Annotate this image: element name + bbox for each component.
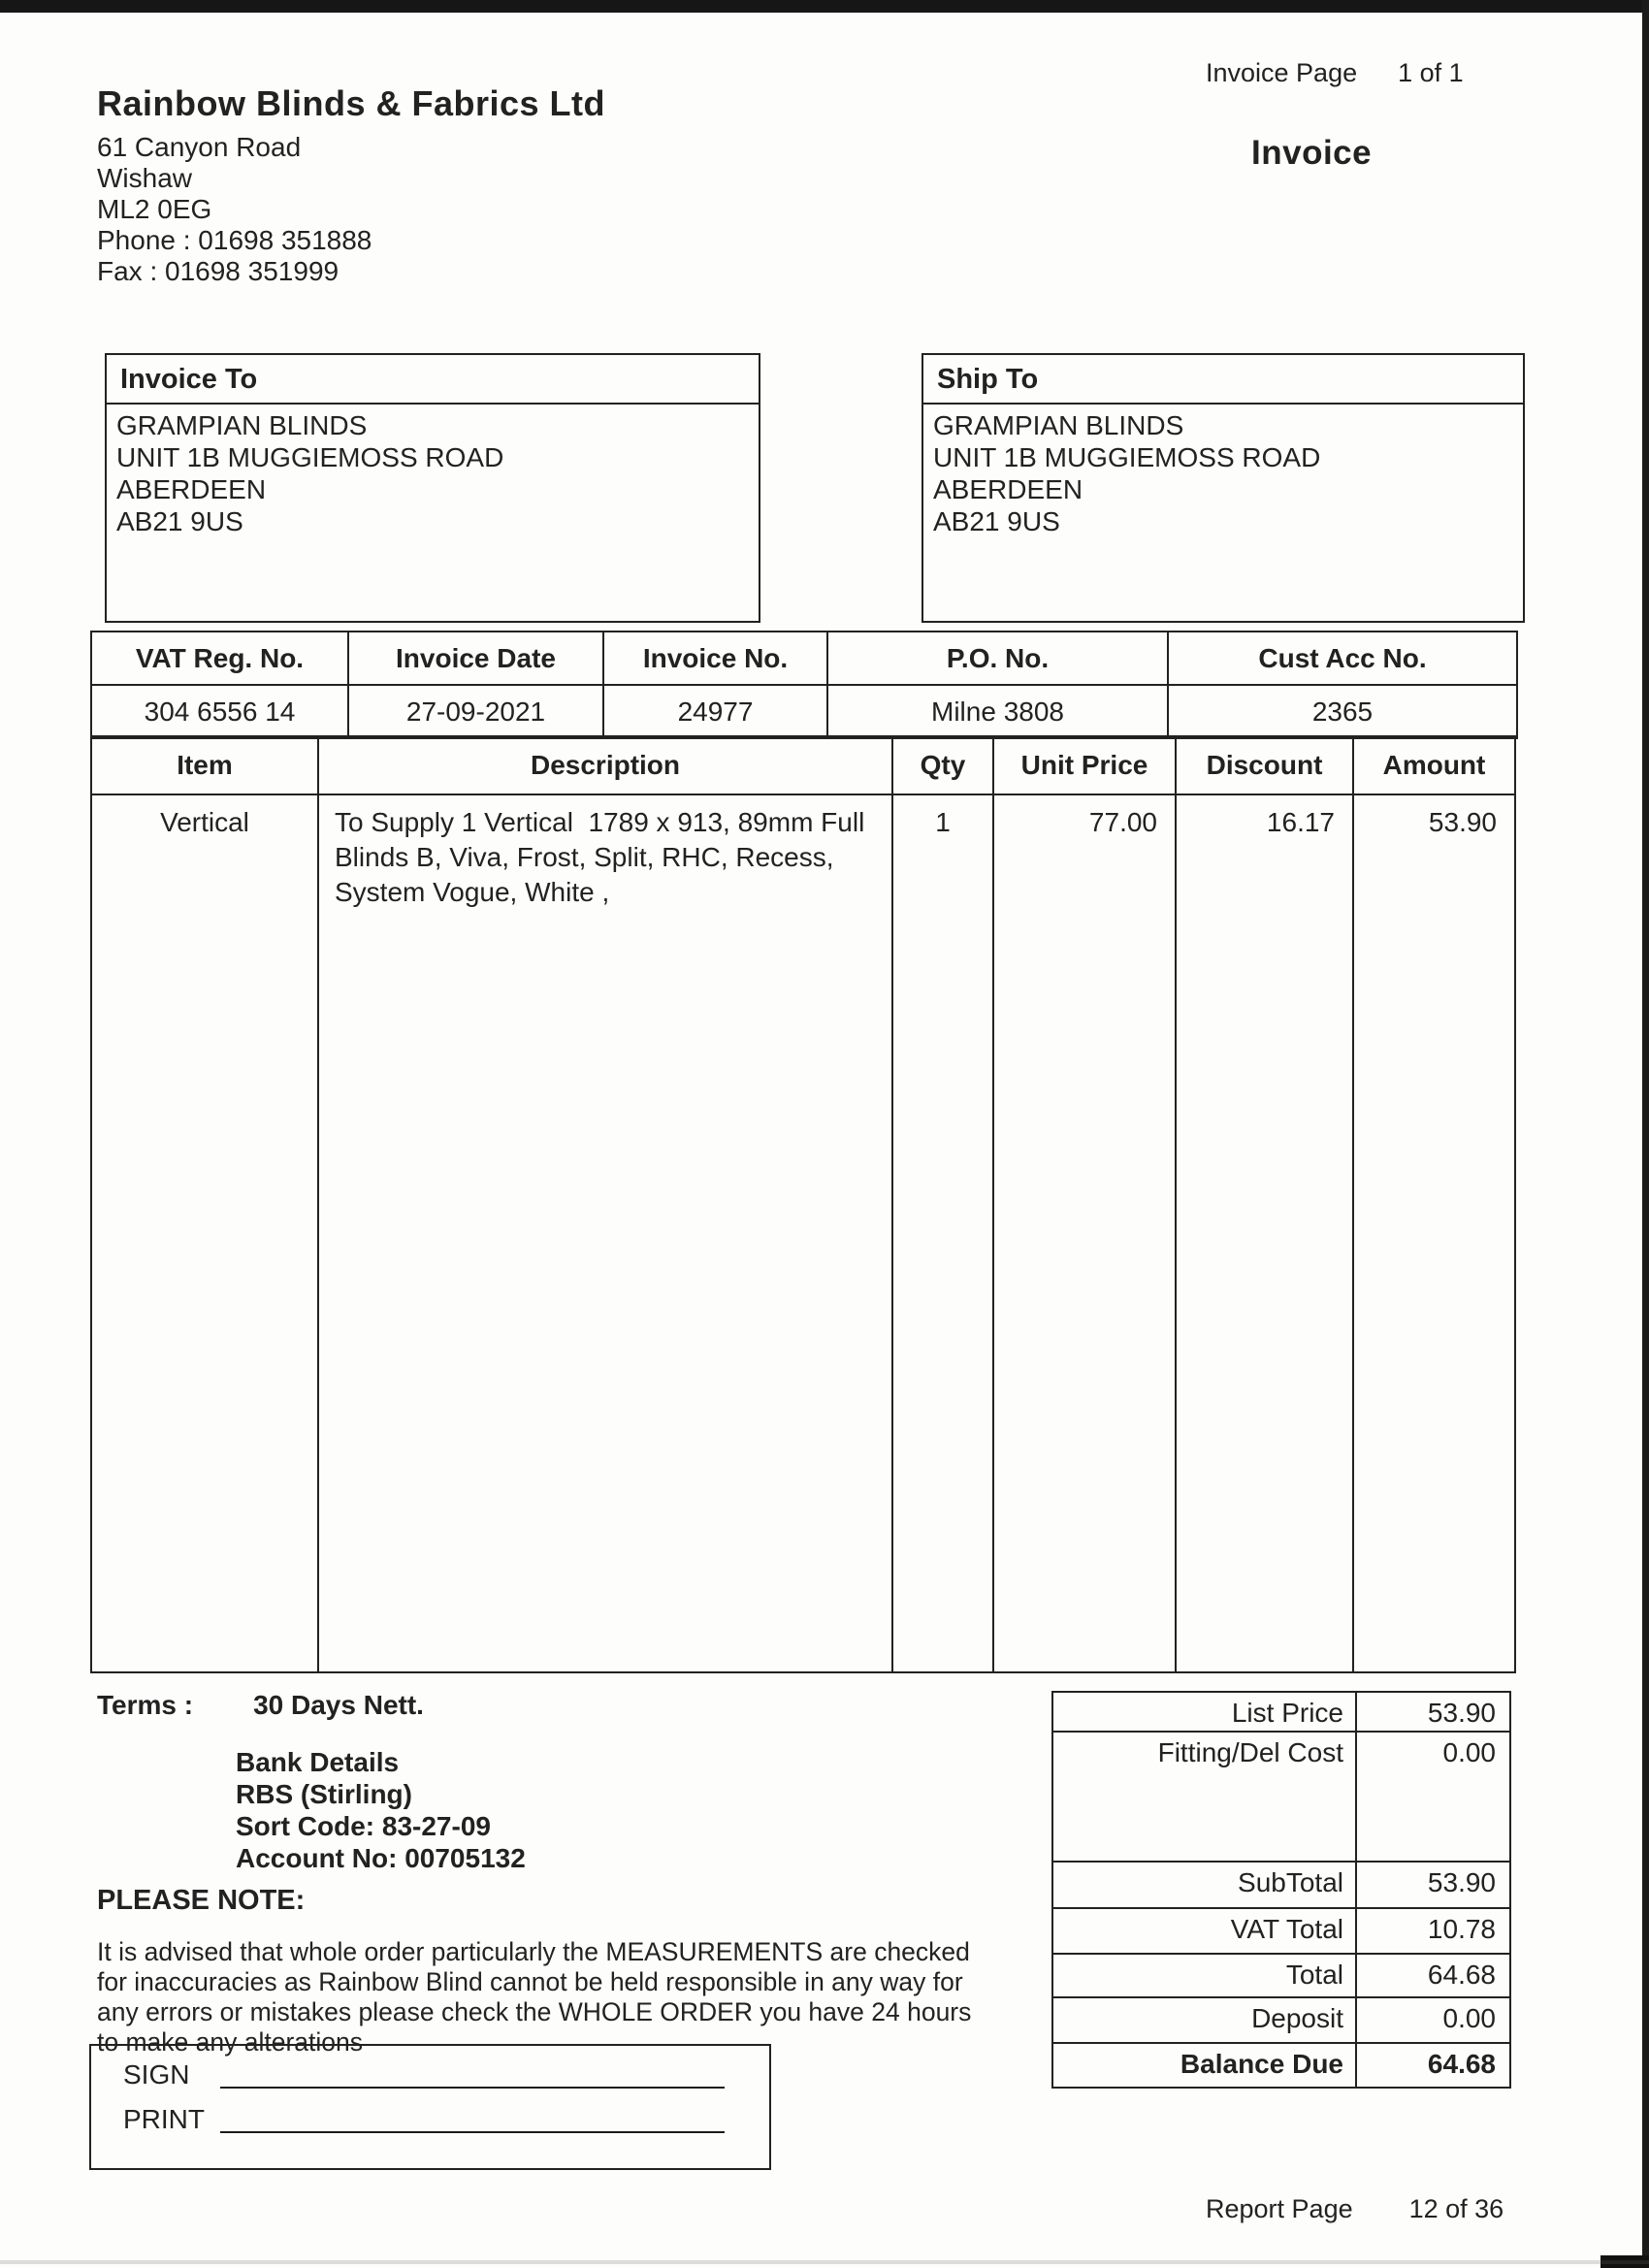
meta-header-cust-acc: Cust Acc No.	[1258, 642, 1427, 673]
bank-account-no: Account No: 00705132	[236, 1843, 526, 1873]
col-header-discount: Discount	[1177, 737, 1354, 794]
note-text: It is advised that whole order particularly the MEASUREMENTS are checked for inaccuracies as Rainbow Blind cannot be held responsible in any way for any errors or mistakes please check the WHOLE ORDER you have 24 hours to make any alterations	[97, 1937, 972, 2057]
meta-value-invoice-no: 24977	[604, 686, 828, 737]
total-label: SubTotal	[1053, 1863, 1357, 1907]
total-value: 64.68	[1427, 1960, 1496, 1990]
totals-row-list-price	[1053, 1693, 1509, 1733]
terms-row	[97, 1690, 424, 1721]
total-value: 10.78	[1427, 1914, 1496, 1944]
total-value: 0.00	[1442, 2003, 1496, 2033]
bank-details	[236, 1746, 526, 1874]
meta-value-row	[92, 686, 1516, 737]
sign-label: SIGN	[123, 2059, 190, 2090]
meta-value-po-no: Milne 3808	[828, 686, 1169, 737]
col-header-amount: Amount	[1382, 750, 1486, 780]
invoice-to-line: ABERDEEN	[116, 474, 267, 504]
line-items-table	[90, 735, 1516, 1673]
scan-edge-bottom	[0, 2260, 1649, 2264]
total-value: 53.90	[1427, 1867, 1496, 1897]
print-line	[220, 2131, 725, 2133]
invoice-meta-table	[90, 631, 1518, 739]
meta-value-vat-reg: 304 6556 14	[92, 686, 349, 737]
line-item-amount: 53.90	[1428, 807, 1497, 837]
total-label: Total	[1053, 1955, 1357, 1996]
totals-table	[1051, 1691, 1511, 2089]
document-title: Invoice	[1251, 134, 1373, 172]
totals-row-total	[1053, 1955, 1509, 1998]
invoice-page-label: Invoice Page	[1206, 58, 1358, 87]
totals-row-fitting-del-cost	[1053, 1733, 1509, 1863]
company-address-line: 61 Canyon Road	[97, 132, 302, 162]
ship-to-line: ABERDEEN	[933, 474, 1083, 504]
ship-to-address	[923, 405, 1523, 542]
ship-to-box	[922, 353, 1525, 623]
meta-value-invoice-date: 27-09-2021	[349, 686, 604, 737]
line-items-header-row	[92, 737, 1514, 795]
bank-name: RBS (Stirling)	[236, 1779, 412, 1809]
please-note-heading: PLEASE NOTE:	[97, 1885, 306, 1916]
ship-to-line: GRAMPIAN BLINDS	[933, 410, 1184, 440]
meta-header-invoice-no: Invoice No.	[604, 632, 828, 684]
invoice-to-address	[107, 405, 759, 542]
scan-edge-top	[0, 0, 1649, 13]
company-address-line: Phone : 01698 351888	[97, 225, 372, 255]
invoice-to-line: GRAMPIAN BLINDS	[116, 410, 368, 440]
print-label: PRINT	[123, 2104, 205, 2134]
report-page-value: 12 of 36	[1408, 2194, 1504, 2223]
invoice-to-line: UNIT 1B MUGGIEMOSS ROAD	[116, 442, 504, 472]
company-address-line: Fax : 01698 351999	[97, 256, 340, 286]
invoice-to-label: Invoice To	[107, 355, 759, 405]
invoice-to-line: AB21 9US	[116, 506, 243, 536]
col-header-unit-price: Unit Price	[994, 737, 1177, 794]
company-name: Rainbow Blinds & Fabrics Ltd	[97, 83, 606, 123]
terms-label: Terms :	[97, 1690, 194, 1720]
company-address-line: ML2 0EG	[97, 194, 212, 224]
total-value: 53.90	[1427, 1698, 1496, 1728]
totals-row-balance-due	[1053, 2044, 1509, 2087]
meta-value-cust-acc: 2365	[1311, 696, 1374, 727]
invoice-page-indicator	[1206, 58, 1464, 88]
line-item-description: To Supply 1 Vertical 1789 x 913, 89mm Full Blinds B, Viva, Frost, Split, RHC, Recess, System Vogue, White ,	[319, 795, 893, 1671]
col-header-qty: Qty	[893, 737, 994, 794]
total-label: VAT Total	[1053, 1909, 1357, 1953]
meta-header-row	[92, 632, 1516, 686]
meta-header-po-no: P.O. No.	[828, 632, 1169, 684]
total-value: 0.00	[1442, 1737, 1496, 1767]
total-value: 64.68	[1427, 2049, 1496, 2079]
meta-header-invoice-date: Invoice Date	[349, 632, 604, 684]
line-item-qty: 1	[893, 795, 994, 1671]
totals-row-deposit	[1053, 1998, 1509, 2044]
report-page-label: Report Page	[1206, 2194, 1353, 2223]
company-address-line: Wishaw	[97, 163, 193, 193]
signature-box	[89, 2044, 771, 2170]
total-label: Balance Due	[1053, 2044, 1357, 2087]
sign-line	[220, 2087, 725, 2089]
line-item-discount: 16.17	[1177, 795, 1354, 1671]
scan-edge-right	[1642, 0, 1649, 2268]
invoice-to-box	[105, 353, 760, 623]
total-label: Fitting/Del Cost	[1053, 1733, 1357, 1861]
company-address	[97, 132, 372, 287]
total-label: List Price	[1053, 1693, 1357, 1731]
line-item-row	[92, 795, 1514, 1671]
invoice-page-value: 1 of 1	[1398, 58, 1464, 87]
line-item-unit-price: 77.00	[994, 795, 1177, 1671]
col-header-description: Description	[319, 737, 893, 794]
col-header-item: Item	[92, 737, 319, 794]
ship-to-line: AB21 9US	[933, 506, 1060, 536]
ship-to-label: Ship To	[923, 355, 1523, 405]
bank-details-heading: Bank Details	[236, 1747, 400, 1777]
line-item-name: Vertical	[92, 795, 319, 1671]
bank-sort-code: Sort Code: 83-27-09	[236, 1811, 491, 1841]
totals-row-subtotal	[1053, 1863, 1509, 1909]
report-page-indicator	[1206, 2194, 1504, 2224]
total-label: Deposit	[1053, 1998, 1357, 2042]
totals-row-vat-total	[1053, 1909, 1509, 1955]
ship-to-line: UNIT 1B MUGGIEMOSS ROAD	[933, 442, 1321, 472]
meta-header-vat-reg: VAT Reg. No.	[92, 632, 349, 684]
terms-value: 30 Days Nett.	[253, 1690, 424, 1720]
